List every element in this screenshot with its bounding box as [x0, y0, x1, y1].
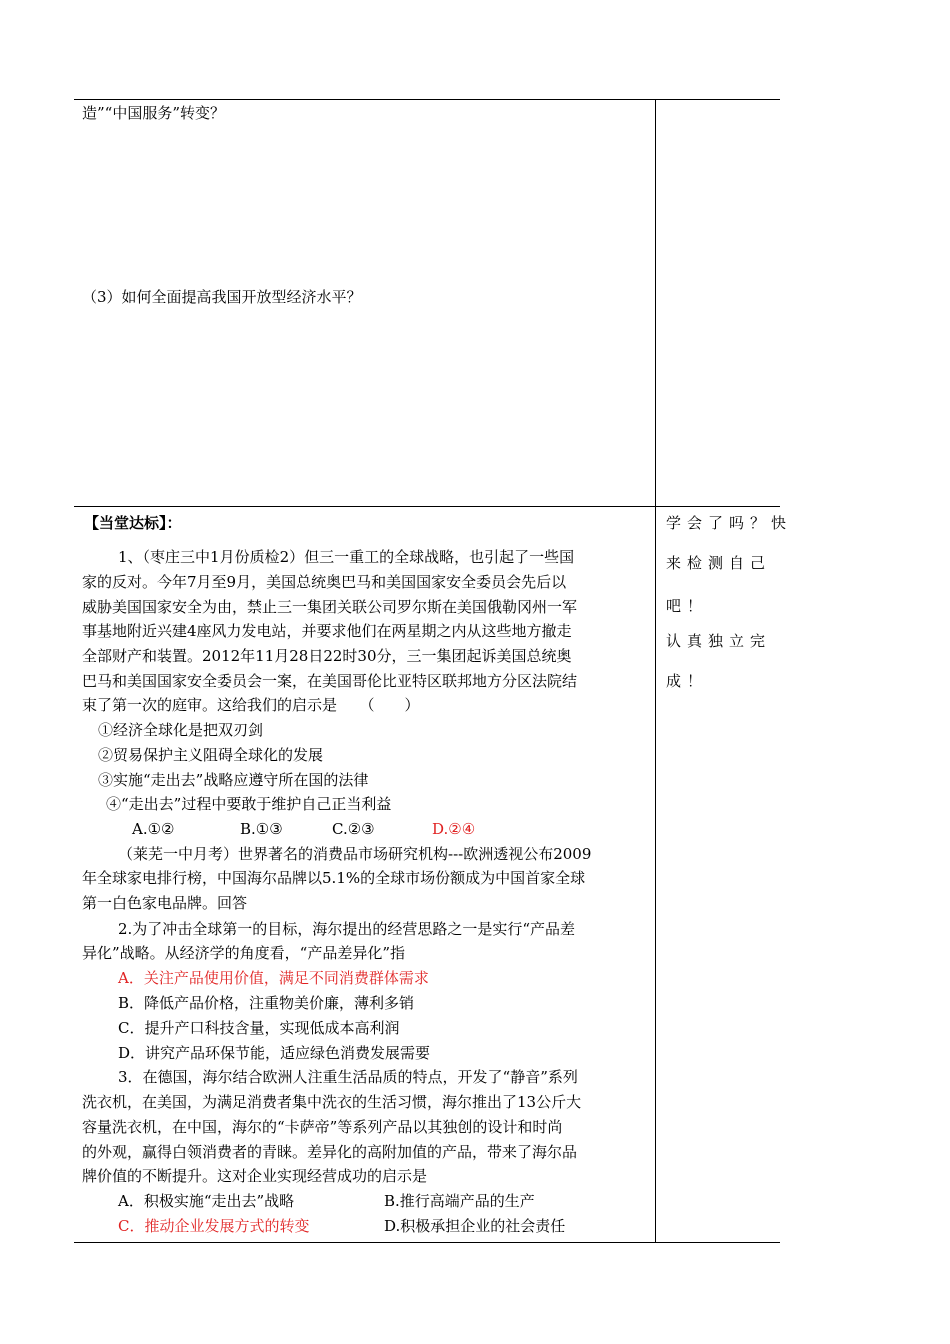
q3-line: 牌价值的不断提升。这对企业实现经营成功的启示是 — [82, 1167, 428, 1185]
q3-line: 的外观，赢得白领消费者的青睐。差异化的高附加值的产品，带来了海尔品 — [82, 1143, 578, 1161]
q2-line: 2.为了冲击全球第一的目标，海尔提出的经营思路之一是实行“产品差 — [118, 920, 575, 938]
q1-option-d-answer: D.②④ — [432, 820, 476, 838]
q3-line: 容量洗衣机，在中国，海尔的“卡萨帝”等系列产品以其独创的设计和时尚 — [82, 1118, 563, 1136]
q1-statement: ③实施“走出去”战略应遵守所在国的法律 — [98, 771, 369, 789]
q2-option-c: C．提升产口科技含量，实现低成本高利润 — [118, 1019, 400, 1037]
side-note-line-2: 来检测自己 — [666, 554, 772, 572]
q1-line: 1、（枣庄三中1月份质检2）但三一重工的全球战略，也引起了一些国 — [118, 548, 575, 566]
question-3-prompt: （3）如何全面提高我国开放型经济水平？ — [82, 288, 362, 306]
table-border-bottom — [74, 1242, 780, 1243]
q2-option-b: B．降低产品价格，注重物美价廉，薄利多销 — [118, 994, 415, 1012]
q1-line: 事基地附近兴建4座风力发电站，并要求他们在两星期之内从这些地方撤走 — [82, 622, 572, 640]
passage-line: 年全球家电排行榜，中国海尔品牌以5.1%的全球市场份额成为中国首家全球 — [82, 869, 586, 887]
q1-line: 全部财产和装置。2012年11月28日22时30分，三一集团起诉美国总统奥 — [82, 647, 572, 665]
section-heading: 【当堂达标】： — [84, 514, 182, 532]
q2-option-a-answer: A．关注产品使用价值，满足不同消费群体需求 — [118, 969, 429, 987]
side-note-line-4: 认真独立完 — [666, 632, 772, 650]
table-divider-middle — [74, 506, 780, 507]
q1-statement: ④“走出去”过程中要敢于维护自己正当利益 — [106, 795, 392, 813]
q1-line: 威胁美国国家安全为由，禁止三一集团关联公司罗尔斯在美国俄勒冈州一军 — [82, 598, 578, 616]
q1-option-a: A.①② — [132, 820, 175, 838]
q1-statement: ①经济全球化是把双刃剑 — [98, 721, 264, 739]
q1-option-c: C.②③ — [332, 820, 375, 838]
q2-line: 异化”战略。从经济学的角度看，“产品差异化”指 — [82, 944, 406, 962]
side-note-line-1: 学会了吗？快 — [666, 514, 793, 532]
table-border-top — [74, 99, 780, 100]
q3-option-c-answer: C．推动企业发展方式的转变 — [118, 1217, 310, 1235]
passage-line: 第一白色家电品牌。回答 — [82, 894, 248, 912]
q2-option-d: D．讲究产品环保节能，适应绿色消费发展需要 — [118, 1044, 431, 1062]
q3-line: 洗衣机，在美国，为满足消费者集中洗衣的生活习惯，海尔推出了13公斤大 — [82, 1093, 582, 1111]
q1-line: 家的反对。今年7月至9月，美国总统奥巴马和美国国家安全委员会先后以 — [82, 573, 567, 591]
continuation-line: 造”“中国服务”转变？ — [82, 104, 226, 122]
table-column-divider — [655, 99, 656, 1243]
q1-option-b: B.①③ — [240, 820, 283, 838]
q1-line: 束了第一次的庭审。这给我们的启示是 （ ） — [82, 696, 420, 714]
passage-line: （莱芜一中月考）世界著名的消费品市场研究机构---欧洲透视公布2009 — [118, 845, 592, 863]
side-note-line-5: 成！ — [666, 672, 709, 690]
side-note-line-3: 吧！ — [666, 597, 709, 615]
q3-option-d: D.积极承担企业的社会责任 — [384, 1217, 566, 1235]
q3-option-a: A．积极实施“走出去”战略 — [118, 1192, 295, 1210]
q3-option-b: B.推行高端产品的生产 — [384, 1192, 535, 1210]
q1-statement: ②贸易保护主义阻碍全球化的发展 — [98, 746, 324, 764]
q1-line: 巴马和美国国家安全委员会一案，在美国哥伦比亚特区联邦地方分区法院结 — [82, 672, 578, 690]
q3-line: 3．在德国，海尔结合欧洲人注重生活品质的特点，开发了“静音”系列 — [118, 1068, 578, 1086]
